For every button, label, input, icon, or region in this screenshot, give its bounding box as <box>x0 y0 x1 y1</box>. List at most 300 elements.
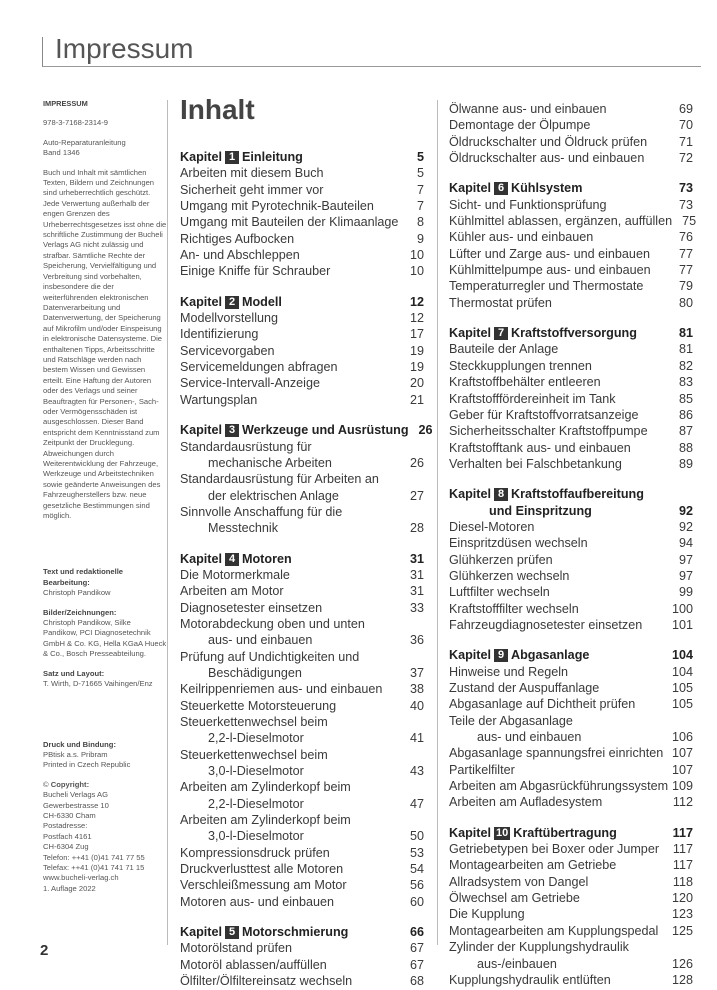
toc-entry-line <box>449 117 693 133</box>
toc-entry[interactable] <box>449 584 693 600</box>
toc-page-number: 79 <box>678 279 693 294</box>
toc-entry-line <box>180 551 424 567</box>
toc-entry-line <box>180 149 424 165</box>
toc-page-number: 40 <box>409 698 424 713</box>
toc-entry-title-text: Sicht- und Funktionsprüfung <box>449 197 607 212</box>
toc-page-number: 80 <box>678 295 693 310</box>
toc-entry-line <box>449 423 693 439</box>
toc-entry-title <box>449 794 669 810</box>
toc-entry-title-text: Hinweise und Regeln <box>449 664 569 679</box>
legal-notice: Buch und Inhalt mit sämtlichen Texten, Bildern und Zeichnungen sind urheberrechtlich geschützt. Jede Verwertung außerhalb der engen Grenzen des Urheberrechtsgesetzes isst ohne die schriftliche Zustimmung der Bucheli Verlags AG nicht zulässig und strafbar. Sämtliche Rechte der Speicherung, Vervielfältigung und Verbreitung sind vorbehalten, insbesondere die der weiterführenden elektronischen Datenverarbeitung und Datenverwertung, der Speicherung auf Mikrofilm und/oder Einspeisung in elektronische Datensysteme. Die enthaltenen Tipps, Arbeitsschritte und Ratschläge werden nach bestem Wissen und Gewissen erteilt. Eine Haftung der Autoren oder des Verlags und seiner Beauftragten für Personen-, Sach- oder Vermögensschäden ist ausgeschlossen. Dieser Band entspricht dem Kenntnisstand zum Zeitpunkt der Drucklegung. Abweichungen durch Weiterentwicklung der Fahrzeuge, Werkzeuge und Arbeitstechniken sowie geänderte Anweisungen des Fahrzeugherstellers bzw. neue gesetzliche Bestimmungen sind möglich. <box>43 167 167 521</box>
toc-entry-line <box>180 714 424 730</box>
toc-entry[interactable] <box>180 747 424 780</box>
toc-entry[interactable] <box>180 182 424 198</box>
toc-entry-title-text: Wartungsplan <box>180 392 258 407</box>
toc-entry[interactable] <box>180 471 424 504</box>
toc-entry[interactable] <box>180 714 424 747</box>
toc-entry-line <box>180 392 424 408</box>
toc-entry[interactable] <box>449 906 693 922</box>
toc-page-number: 60 <box>409 894 424 909</box>
toc-entry[interactable] <box>449 568 693 584</box>
toc-entry[interactable] <box>449 229 693 245</box>
toc-entry[interactable] <box>449 213 697 229</box>
toc-entry-line <box>180 504 424 520</box>
toc-entry-title-text: Motorschmierung <box>242 925 349 940</box>
toc-entry[interactable] <box>449 874 693 890</box>
toc-chapter-heading[interactable] <box>180 422 433 438</box>
toc-entry[interactable] <box>180 247 424 263</box>
toc-entry[interactable] <box>449 601 693 617</box>
toc-entry[interactable] <box>180 812 424 845</box>
toc-entry-title-text: Luftfilter wechseln <box>449 585 550 600</box>
toc-entry[interactable] <box>449 762 693 778</box>
copyright-line: Postfach 4161 <box>43 831 92 841</box>
toc-entry-title <box>449 745 669 761</box>
toc-page-number: 109 <box>671 779 693 794</box>
toc-entry[interactable] <box>449 407 693 423</box>
toc-entry-title <box>180 957 400 973</box>
toc-entry-title <box>180 714 424 730</box>
print-label: Druck und Bindung: <box>43 739 116 749</box>
copyright-line: www.bucheli-verlag.ch <box>43 873 119 883</box>
toc-entry-title-text: Montagearbeiten am Getriebe <box>449 858 617 873</box>
toc-entry-title <box>449 374 669 390</box>
toc-entry[interactable] <box>449 374 693 390</box>
toc-entry-title <box>449 358 669 374</box>
toc-entry[interactable] <box>180 894 424 910</box>
chapter-word: Kapitel <box>449 326 491 341</box>
toc-entry[interactable] <box>180 567 424 583</box>
toc-entry-title <box>449 647 669 663</box>
toc-entry-title <box>449 246 669 262</box>
copyright-symbol: © <box>43 779 49 789</box>
toc-entry-line <box>180 698 424 714</box>
toc-page-number: 97 <box>678 568 693 583</box>
toc-entry-title-text: Geber für Kraftstoffvorratsanzeige <box>449 407 639 422</box>
toc-entry-line <box>449 262 693 278</box>
toc-entry-line <box>449 197 693 213</box>
toc-entry[interactable] <box>449 341 693 357</box>
toc-entry[interactable] <box>180 392 424 408</box>
toc-entry-title <box>449 229 669 245</box>
toc-entry-title-text: Lüfter und Zarge aus- und einbauen <box>449 246 650 261</box>
toc-entry-title-text: Sinnvolle Anschaffung für die <box>180 504 343 519</box>
toc-entry-line <box>180 665 424 681</box>
toc-entry[interactable] <box>180 359 424 375</box>
toc-entry-title <box>180 747 424 763</box>
toc-entry-title <box>449 857 669 873</box>
toc-entry-line <box>449 229 693 245</box>
toc-entry-title <box>449 278 669 294</box>
toc-entry-title <box>180 698 400 714</box>
toc-entry-line <box>449 486 693 502</box>
toc-entry-title <box>180 263 400 279</box>
toc-entry-line <box>449 456 693 472</box>
toc-entry[interactable] <box>449 617 693 633</box>
toc-entry-title-text: Arbeiten mit diesem Buch <box>180 166 324 181</box>
toc-entry-line <box>449 778 693 794</box>
toc-entry-title-text: Verschleißmessung am Motor <box>180 878 347 893</box>
toc-entry[interactable] <box>449 778 693 794</box>
toc-page-number: 73 <box>678 181 693 196</box>
section-title: Impressum <box>55 33 194 64</box>
toc-entry-subtitle: der elektrischen Anlage <box>208 488 339 503</box>
toc-page-number: 5 <box>416 166 424 181</box>
isbn: 978-3-7168-2314-9 <box>43 118 109 128</box>
toc-entry-title-text: Kraftstoffaufbereitung <box>511 487 644 502</box>
toc-page-number: 38 <box>409 682 424 697</box>
copyright-info <box>43 780 167 894</box>
toc-entry-title <box>180 247 400 263</box>
toc-entry-title <box>449 568 669 584</box>
toc-entry[interactable] <box>180 940 424 956</box>
toc-entry[interactable] <box>180 310 424 326</box>
toc-entry-title-text: Abgasanlage auf Dichtheit prüfen <box>449 697 636 712</box>
toc-entry[interactable] <box>449 519 693 535</box>
toc-entry-line <box>449 601 693 617</box>
chapter-number-badge: 5 <box>225 926 239 939</box>
toc-page-number: 10 <box>409 264 424 279</box>
toc-entry[interactable] <box>449 295 693 311</box>
toc-entry-title <box>180 326 400 342</box>
toc-entry-title <box>180 182 400 198</box>
toc-entry-line <box>449 407 693 423</box>
chapter-number-badge: 4 <box>225 553 239 566</box>
toc-entry-title <box>180 375 400 391</box>
toc-entry-title <box>449 150 669 166</box>
toc-entry[interactable] <box>180 504 424 537</box>
toc-entry-line <box>449 890 693 906</box>
copyright-line: Telefon: ++41 (0)41 741 77 55 <box>43 852 145 862</box>
toc-entry-subtitle: 2,2-l-Dieselmotor <box>208 796 304 811</box>
toc-entry[interactable] <box>180 375 424 391</box>
toc-entry-title-text: Diagnosetester einsetzen <box>180 600 323 615</box>
copyright-line: CH-6304 Zug <box>43 842 89 852</box>
toc-entry-title-text: Motorölstand prüfen <box>180 941 293 956</box>
toc-entry[interactable] <box>449 150 693 166</box>
toc-page-number: 8 <box>416 215 424 230</box>
toc-entry-line <box>180 616 424 632</box>
toc-entry[interactable] <box>449 440 693 456</box>
toc-entry-title-text: Kraftstofffilter wechseln <box>449 601 579 616</box>
toc-page-number: 53 <box>409 845 424 860</box>
toc-entry-title-text: Zustand der Auspuffanlage <box>449 681 600 695</box>
toc-entry-title-text: Montagearbeiten am Kupplungspedal <box>449 923 659 938</box>
toc-entry[interactable] <box>180 326 424 342</box>
column-divider <box>437 100 438 945</box>
toc-entry-line <box>180 763 424 779</box>
toc-entry-title-text: Richtiges Aufbocken <box>180 231 295 246</box>
toc-entry[interactable] <box>449 680 693 696</box>
toc-entry-line <box>180 455 424 471</box>
toc-entry[interactable] <box>180 600 424 616</box>
toc-entry[interactable] <box>449 391 693 407</box>
toc-entry[interactable] <box>180 439 424 472</box>
toc-entry-title <box>180 812 424 828</box>
toc-entry-line <box>180 583 424 599</box>
toc-entry[interactable] <box>449 423 693 439</box>
toc-entry-title-text: Motoren aus- und einbauen <box>180 894 335 909</box>
toc-entry-title-text: Fahrzeugdiagnosetester einsetzen <box>449 617 643 632</box>
toc-page-number: 101 <box>671 617 693 632</box>
credits-text-label: Text und redaktionelle Bearbeitung: <box>43 567 124 587</box>
toc-page-number: 105 <box>671 697 693 712</box>
toc-entry-title-text: Einige Kniffe für Schrauber <box>180 264 331 279</box>
toc-entry[interactable] <box>449 134 693 150</box>
chapter-word: Kapitel <box>449 648 491 663</box>
toc-entry-title <box>180 392 400 408</box>
toc-page-number: 68 <box>409 974 424 989</box>
toc-entry-title <box>449 134 669 150</box>
toc-entry-title-text: Werkzeuge und Ausrüstung <box>242 423 409 438</box>
toc-entry-title <box>180 231 400 247</box>
toc-page-number: 67 <box>409 957 424 972</box>
toc-entry-line <box>449 617 693 633</box>
toc-entry-line <box>180 632 424 648</box>
toc-entry-line <box>449 101 693 117</box>
toc-entry[interactable] <box>180 263 424 279</box>
toc-page-number: 31 <box>409 551 424 566</box>
toc-entry-title <box>180 471 424 487</box>
toc-page-number: 71 <box>678 134 693 149</box>
toc-page-number: 82 <box>678 358 693 373</box>
print-info <box>43 740 167 771</box>
toc-entry-line <box>449 680 693 696</box>
toc-entry-title <box>180 422 409 438</box>
toc-entry[interactable] <box>449 456 693 472</box>
toc-entry[interactable] <box>180 957 424 973</box>
toc-entry-line <box>449 794 693 810</box>
toc-entry[interactable] <box>449 841 693 857</box>
toc-entry-title-text: Die Kupplung <box>449 907 525 922</box>
toc-entry-line <box>449 180 693 196</box>
toc-entry[interactable] <box>449 246 693 262</box>
toc-entry-title-text: Arbeiten am Zylinderkopf beim <box>180 813 351 828</box>
toc-chapter-heading[interactable] <box>449 825 693 841</box>
toc-chapter-heading[interactable] <box>180 924 424 940</box>
toc-page-number: 12 <box>409 294 424 309</box>
toc-entry-title-text: Service-Intervall-Anzeige <box>180 376 320 391</box>
toc-entry-line <box>449 150 693 166</box>
toc-entry-title <box>449 180 669 196</box>
toc-entry[interactable] <box>180 231 424 247</box>
toc-entry-title-text: Arbeiten am Aufladesystem <box>449 795 603 810</box>
toc-entry[interactable] <box>449 713 693 746</box>
toc-page-number: 118 <box>672 874 693 889</box>
toc-entry-title-text: Glühkerzen prüfen <box>449 552 553 567</box>
impressum-column <box>43 99 167 903</box>
printer: PBtisk a.s. Pribram <box>43 749 108 759</box>
toc-entry-line <box>180 894 424 910</box>
toc-entry[interactable] <box>449 857 693 873</box>
toc-entry[interactable] <box>449 358 693 374</box>
toc-entry-line <box>180 861 424 877</box>
toc-entry-title-text: Partikelfilter <box>449 762 515 777</box>
toc-entry-title-text: Thermostat prüfen <box>449 295 552 310</box>
toc-entry[interactable] <box>449 278 693 294</box>
toc-entry[interactable] <box>180 861 424 877</box>
toc-page-number: 73 <box>678 197 693 212</box>
toc-entry-title <box>449 617 669 633</box>
toc-entry[interactable] <box>180 165 424 181</box>
toc-entry-line <box>449 584 693 600</box>
toc-entry-title <box>449 825 669 841</box>
toc-entry[interactable] <box>180 583 424 599</box>
copyright-line: Postadresse: <box>43 821 88 831</box>
toc-entry-subtitle: aus- und einbauen <box>208 633 313 648</box>
toc-entry[interactable] <box>449 794 693 810</box>
toc-entry-title <box>449 874 669 890</box>
chapter-number-badge: 3 <box>225 424 239 437</box>
toc-entry-line <box>180 439 424 455</box>
toc-entry[interactable] <box>449 552 693 568</box>
toc-entry-title-text: Kraftstoffbehälter entleeren <box>449 375 601 390</box>
toc-entry-line <box>180 845 424 861</box>
toc-page-number: 31 <box>409 567 424 582</box>
toc-entry-line <box>180 294 424 310</box>
toc-entry-title-text: Kühlmittel ablassen, ergänzen, auffüllen <box>449 214 673 229</box>
impressum-heading: IMPRESSUM <box>43 99 88 108</box>
toc-page-number: 56 <box>409 878 424 893</box>
toc-page-number: 92 <box>678 519 693 534</box>
toc-chapter-heading[interactable] <box>449 647 693 663</box>
toc-entry-line <box>449 440 693 456</box>
toc-entry-line <box>180 182 424 198</box>
toc-entry[interactable] <box>449 890 693 906</box>
toc-entry-line <box>449 503 693 519</box>
toc-entry[interactable] <box>180 198 424 214</box>
toc-entry-title <box>449 841 669 857</box>
toc-entry-title-text: Teile der Abgasanlage <box>449 713 573 728</box>
toc-entry-line <box>180 375 424 391</box>
copyright-line: 1. Auflage 2022 <box>43 883 96 893</box>
toc-entry-title-text: Demontage der Ölpumpe <box>449 118 591 133</box>
toc-entry[interactable] <box>449 696 693 712</box>
toc-entry-title <box>449 696 669 712</box>
toc-page-number: 41 <box>409 731 424 746</box>
toc-entry-line <box>449 729 693 745</box>
toc-entry-subtitle: 3,0-l-Dieselmotor <box>208 829 304 844</box>
toc-chapter-heading[interactable] <box>180 551 424 567</box>
toc-page-number: 117 <box>672 825 693 840</box>
toc-entry[interactable] <box>449 197 693 213</box>
toc-entry-title <box>449 939 693 955</box>
copyright-line: Telefax: ++41 (0)41 741 71 15 <box>43 862 145 872</box>
toc-entry-title <box>449 584 669 600</box>
toc-page-number: 70 <box>678 118 693 133</box>
toc-entry[interactable] <box>180 649 424 682</box>
toc-entry[interactable] <box>449 923 693 939</box>
toc-entry-title <box>180 924 400 940</box>
toc-page-number: 7 <box>416 182 424 197</box>
toc-entry-line <box>180 649 424 665</box>
toc-entry-line <box>180 828 424 844</box>
toc-entry-line <box>449 295 693 311</box>
toc-entry-line <box>449 246 693 262</box>
toc-page-number: 47 <box>409 796 424 811</box>
toc-entry[interactable] <box>449 101 693 117</box>
toc-entry-title-text: Arbeiten am Motor <box>180 584 284 599</box>
toc-entry-title <box>449 778 669 794</box>
credits-layout-value: T. Wirth, D-71665 Vaihingen/Enz <box>43 679 153 689</box>
toc-entry[interactable] <box>449 262 693 278</box>
toc-page-number: 104 <box>671 664 693 679</box>
toc-entry-title-text: Sicherheit geht immer vor <box>180 182 324 197</box>
toc-chapter-heading[interactable] <box>180 149 424 165</box>
toc-entry-title-text: Öldruckschalter und Öldruck prüfen <box>449 134 648 149</box>
toc-page-number: 117 <box>672 858 693 873</box>
toc-page-number: 128 <box>671 972 693 987</box>
toc-entry-subtitle: und Einspritzung <box>489 503 592 518</box>
toc-entry-title-text: Einspritzdüsen wechseln <box>449 536 588 551</box>
toc-entry-title <box>449 295 669 311</box>
toc-entry[interactable] <box>180 845 424 861</box>
toc-entry-title <box>180 551 400 567</box>
toc-page-number: 123 <box>671 907 693 922</box>
toc-entry[interactable] <box>180 343 424 359</box>
toc-entry-line <box>180 310 424 326</box>
toc-entry-title <box>180 504 424 520</box>
toc-entry[interactable] <box>449 745 693 761</box>
toc-entry-title <box>449 213 672 229</box>
toc-entry-line <box>449 906 693 922</box>
toc-chapter-heading[interactable] <box>449 180 693 196</box>
chapter-word: Kapitel <box>180 423 222 438</box>
chapter-number-badge: 10 <box>496 826 509 839</box>
toc-entry-title <box>180 877 400 893</box>
toc-entry[interactable] <box>449 972 693 988</box>
toc-entry-title <box>180 583 400 599</box>
toc-entry[interactable] <box>449 117 693 133</box>
toc-entry-line <box>449 696 693 712</box>
toc-entry[interactable] <box>180 877 424 893</box>
toc-entry-title <box>180 940 400 956</box>
toc-entry-title <box>180 567 400 583</box>
toc-entry-title-text: Arbeiten am Zylinderkopf beim <box>180 780 351 795</box>
toc-entry-title-text: Kühlsystem <box>511 181 583 196</box>
toc-entry[interactable] <box>449 664 693 680</box>
toc-entry-title <box>449 101 669 117</box>
toc-entry-line <box>449 213 697 229</box>
toc-entry-title-text: Umgang mit Pyrotechnik-Bauteilen <box>180 199 374 214</box>
toc-chapter-heading[interactable] <box>449 486 693 519</box>
toc-entry[interactable] <box>180 214 424 230</box>
toc-entry[interactable] <box>180 973 424 989</box>
toc-entry[interactable] <box>449 535 693 551</box>
toc-entry-subtitle: mechanische Arbeiten <box>208 455 332 470</box>
toc-title: Inhalt <box>180 94 255 125</box>
toc-chapter-heading[interactable] <box>180 294 424 310</box>
toc-entry[interactable] <box>180 616 424 649</box>
toc-entry-title <box>449 456 669 472</box>
toc-entry[interactable] <box>180 698 424 714</box>
section-header <box>42 33 701 67</box>
toc-entry-line <box>449 713 693 729</box>
chapter-word: Kapitel <box>449 181 491 196</box>
toc-entry-title-text: Arbeiten am Abgasrückführungssystem <box>449 779 669 794</box>
toc-chapter-heading[interactable] <box>449 325 693 341</box>
toc-entry[interactable] <box>449 939 693 972</box>
toc-entry[interactable] <box>180 779 424 812</box>
toc-entry-title-text: Ölwanne aus- und einbauen <box>449 102 607 116</box>
toc-entry-subtitle: Beschädigungen <box>208 665 302 680</box>
toc-entry[interactable] <box>180 681 424 697</box>
toc-entry-title-text: Kraftstofftank aus- und einbauen <box>449 440 631 455</box>
toc-page-number: 28 <box>409 521 424 536</box>
toc-page-number: 125 <box>671 923 693 938</box>
toc-entry-line <box>449 745 693 761</box>
toc-entry-title-text: Motoröl ablassen/auffüllen <box>180 957 327 972</box>
